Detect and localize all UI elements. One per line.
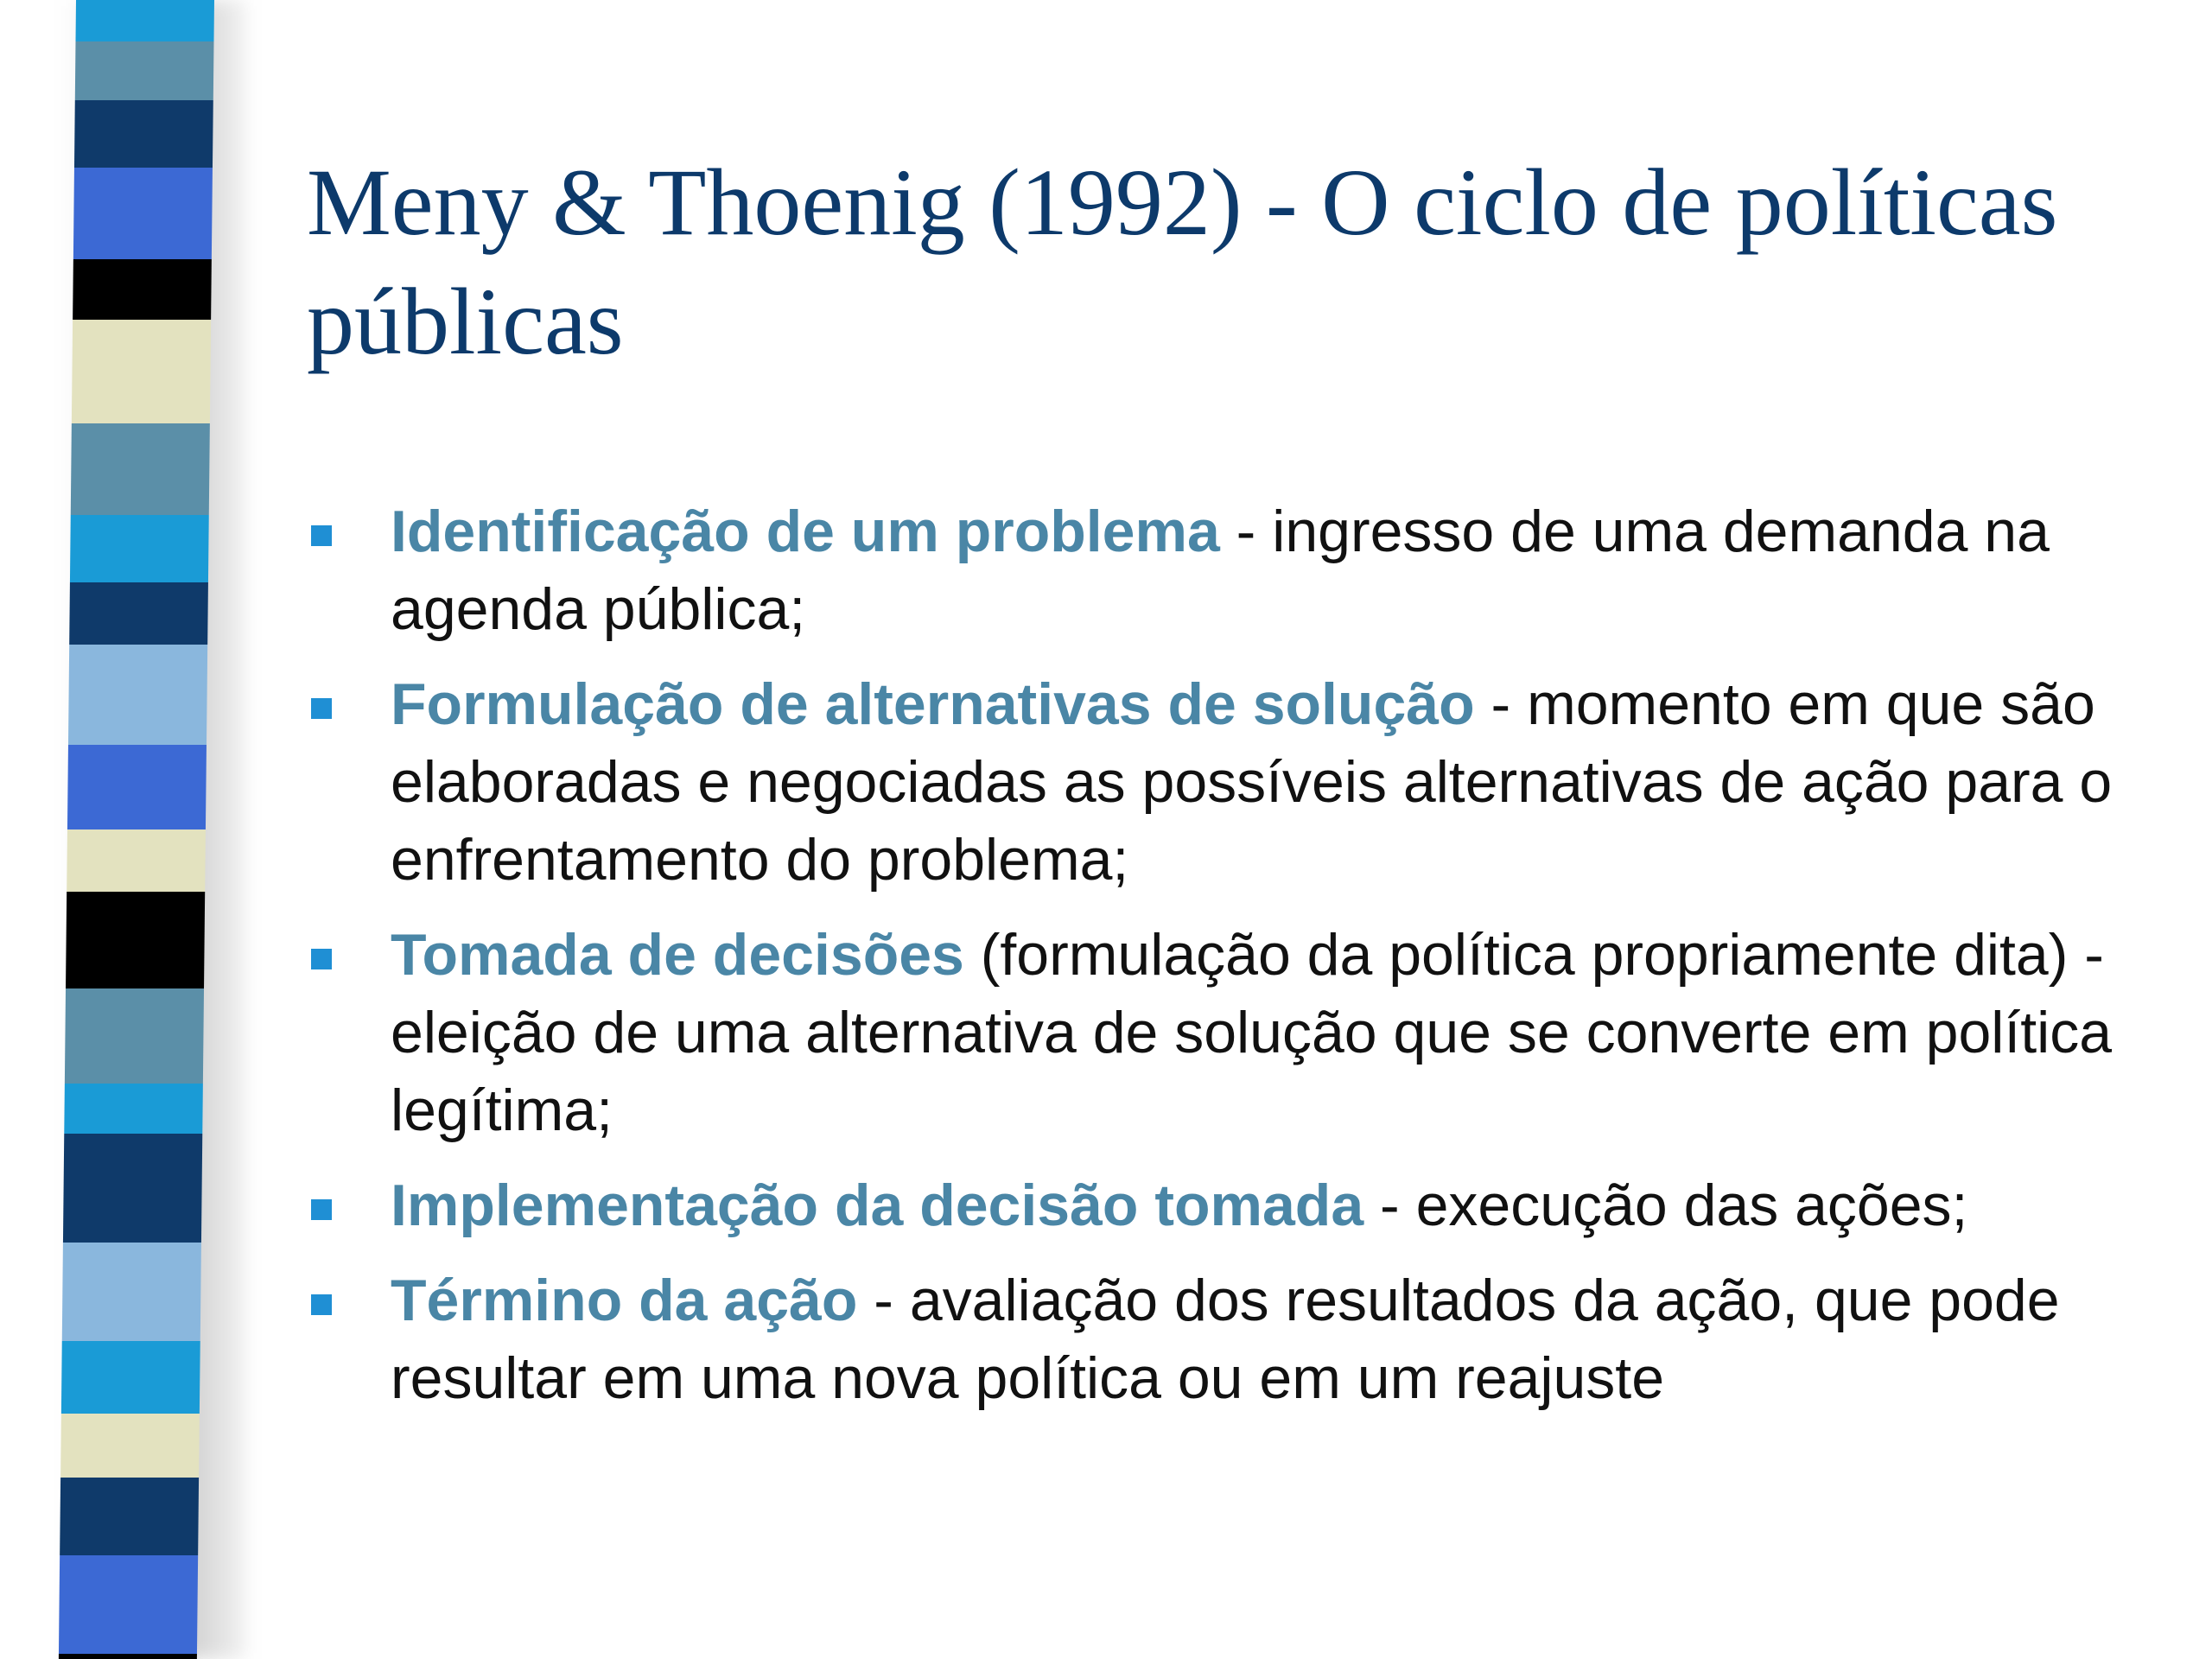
decorative-stripe xyxy=(68,645,207,745)
bullet-term: Formulação de alternativas de solução xyxy=(391,671,1475,737)
decorative-stripe xyxy=(75,41,214,100)
decorative-stripe xyxy=(72,320,211,423)
decorative-striped-bar xyxy=(59,0,214,1659)
decorative-stripe xyxy=(59,1555,198,1654)
bullet-item xyxy=(307,1262,2164,1417)
bullet-term: Tomada de decisões xyxy=(391,922,964,988)
decorative-stripe xyxy=(60,1478,199,1555)
square-bullet-icon xyxy=(311,1294,332,1315)
decorative-stripe xyxy=(64,1084,203,1134)
decorative-stripe xyxy=(73,168,213,259)
decorative-stripe xyxy=(63,1134,202,1243)
decorative-stripe xyxy=(71,423,210,515)
square-bullet-icon xyxy=(311,698,332,719)
bullet-text: - momento em que são elaboradas e negociadas as possíveis alternativas de ação para o enfrentamento do problema; xyxy=(391,671,2113,893)
bullet-term: Término da ação xyxy=(391,1268,858,1333)
bullet-item xyxy=(307,1166,2164,1244)
decorative-stripe xyxy=(74,100,213,168)
decorative-stripe xyxy=(60,1414,200,1478)
decorative-stripe xyxy=(66,892,205,988)
decorative-stripe xyxy=(73,259,212,320)
bullet-item xyxy=(307,665,2164,899)
decorative-stripe xyxy=(69,582,208,645)
square-bullet-icon xyxy=(311,949,332,969)
bullet-text: - avaliação dos resultados da ação, que pode resultar em uma nova política ou em um reajuste xyxy=(391,1268,2060,1411)
decorative-stripe xyxy=(61,1341,200,1414)
bullet-text: (formulação da política propriamente dita) - eleição de uma alternativa de solução que se converte em política legítima; xyxy=(391,922,2113,1143)
bullet-text: - execução das ações; xyxy=(1363,1173,1968,1238)
decorative-stripe xyxy=(67,745,207,830)
bullet-term: Identificação de um problema xyxy=(391,499,1220,564)
decorative-stripe xyxy=(67,830,206,892)
bullet-item xyxy=(307,916,2164,1149)
decorative-stripe xyxy=(62,1243,201,1341)
bullet-list xyxy=(307,493,2164,1434)
square-bullet-icon xyxy=(311,1199,332,1220)
decorative-stripe xyxy=(75,0,214,41)
decorative-stripe xyxy=(70,515,209,582)
square-bullet-icon xyxy=(311,525,332,546)
bullet-text: - ingresso de uma demanda na agenda pública; xyxy=(391,499,2050,642)
decorative-stripe xyxy=(58,1654,197,1659)
bullet-term: Implementação da decisão tomada xyxy=(391,1173,1364,1238)
slide-title: Meny & Thoenig (1992) - O ciclo de políticas públicas xyxy=(307,149,2058,374)
decorative-stripe xyxy=(65,988,204,1084)
bullet-item xyxy=(307,493,2164,648)
